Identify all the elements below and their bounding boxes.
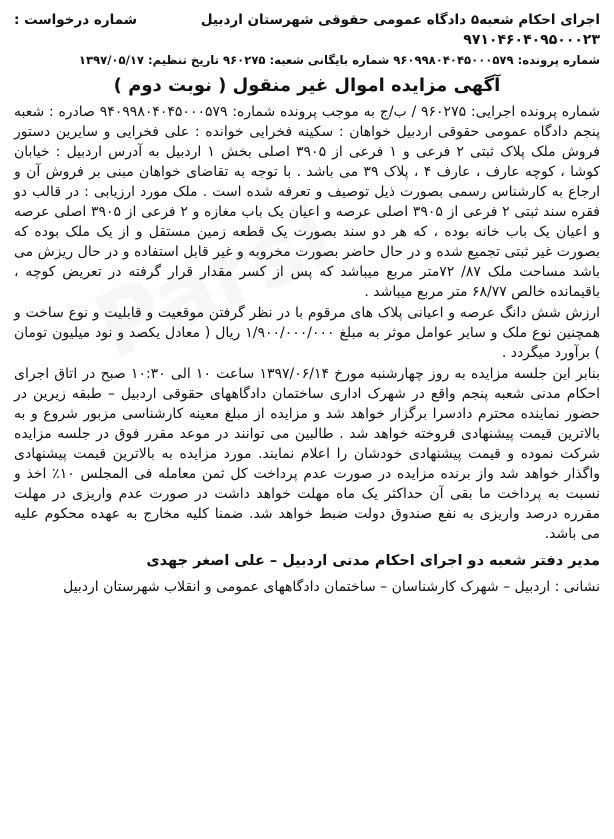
court-title: اجرای احکام شعبه۵ دادگاه عمومی حقوقی شهرستان اردبیل: [200, 12, 600, 28]
header-top-row: [14, 10, 600, 30]
paragraph-valuation: ارزش شش دانگ عرصه و اعیانی پلاک های مرقوم با در نظر گرفتن موقعیت و قابلیت و نوع ساخت و همچنین نوع ملک و سایر عوامل موثر به مبلغ ۱/۹۰۰/۰۰۰/۰۰۰ ریال ( معادل یکصد و نود میلیون تومان ) برآورد میگردد .: [14, 305, 600, 361]
paragraph-case-details: شماره پرونده اجرایی: ۹۶۰۲۷۵ / ب/ج به موجب پرونده شماره: ۹۴۰۹۹۸۰۴۰۴۵۰۰۰۵۷۹ صادره : شعبه پنجم دادگاه عمومی حقوقی اردبیل خواهان : سکینه فخرایی خوانده : علی فخرایی و سایرین دستور فروش ملک پلاک ثبتی ۲ فرعی و ۱ فرعی از ۳۹۰۵ اصلی بخش ۱ اردبیل به آدرس اردبیل : خیابان کوشا ، کوچه عارف ، عارف ۴ ، پلاک ۳۹ می باشد . با توجه به تقاضای خواهان مبنی بر فروش آن و ارجاع به کارشناس رسمی بصورت ذیل توصیف و تعرفه شده است . ملک مورد ارزیابی : در قالب دو فقره سند ثبتی ۲ فرعی از ۳۹۰۵ اصلی عرصه و اعیان یک باب مغازه و ۲ فرعی از ۳۹۰۵ اصلی عرصه و اعیان یک باب خانه بوده ، که هر دو سند بصورت یک قطعه زمین مستقل و از یک ملک بوده که بصورت غیر ثبتی تجمیع شده و در حال حاضر بصورت مخروبه و غیر قابل استفاده و در حال ریزش می باشد مساحت ملک ۸۷/ ۷۲متر مربع میباشد که پس از کسر مقدار قرار گرفته در تعریض کوچه ، باقیمانده خالص ۶۸/۷۷ متر مربع میباشد .: [14, 104, 600, 300]
address-line: نشانی : اردبیل – شهرک کارشناسان – ساختمان دادگاههای عمومی و انقلاب شهرستان اردبیل: [63, 579, 600, 595]
case-meta-line: شماره پرونده: ۹۶۰۹۹۸۰۴۰۴۵۰۰۰۵۷۹ شماره بایگانی شعبه: ۹۶۰۲۷۵ تاریخ تنظیم: ۱۳۹۷/۰۵/۱۷: [78, 53, 600, 67]
signature-line: مدیر دفتر شعبه دو اجرای احکام مدنی اردبیل – علی اصغر جهدی: [146, 553, 600, 569]
request-number: ۹۷۱۰۴۶۰۴۰۹۵۰۰۰۲۳: [463, 32, 600, 48]
request-label: شماره درخواست :: [14, 12, 138, 28]
notice-title: آگهی مزایده اموال غیر منقول ( نوبت دوم ): [113, 75, 501, 96]
paragraph-auction-terms: بنابر این جلسه مزایده به روز چهارشنبه مورخ ۱۳۹۷/۰۶/۱۴ ساعت ۱۰ الی ۱۰:۳۰ صبح در اتاق اجرای احکام مدنی شعبه پنجم واقع در شهرک اداری ساختمان دادگاههای حقوقی اردبیل – طبقه زیرین در حضور نماینده محترم دادسرا برگزار خواهد شد و مزایده از مبلغ معینه کارشناسی مزبور شروع و به بالاترین قیمت پیشنهادی فروخته خواهد شد . طالبین می توانند در موعد مقرر فوق در جلسه مزایده شرکت نموده و قیمت پیشنهادی خودشان را اعلام نمایند. مورد مزایده به بالاترین قیمت پیشنهادی واگذار خواهد شد واز برنده مزایده در صورت عدم پرداخت کل ثمن معامله فی المجلس ۱۰٪ اخذ و نسبت به پرداخت ما بقی آن حداکثر یک ماه مهلت خواهد داشت در صورت عدم واریزی در مهلت مقرره درصد واریزی به نفع صندوق دولت ضبط خواهد شد. ضمنا کلیه مخارج به عهده محکوم علیه می باشد.: [14, 366, 600, 542]
